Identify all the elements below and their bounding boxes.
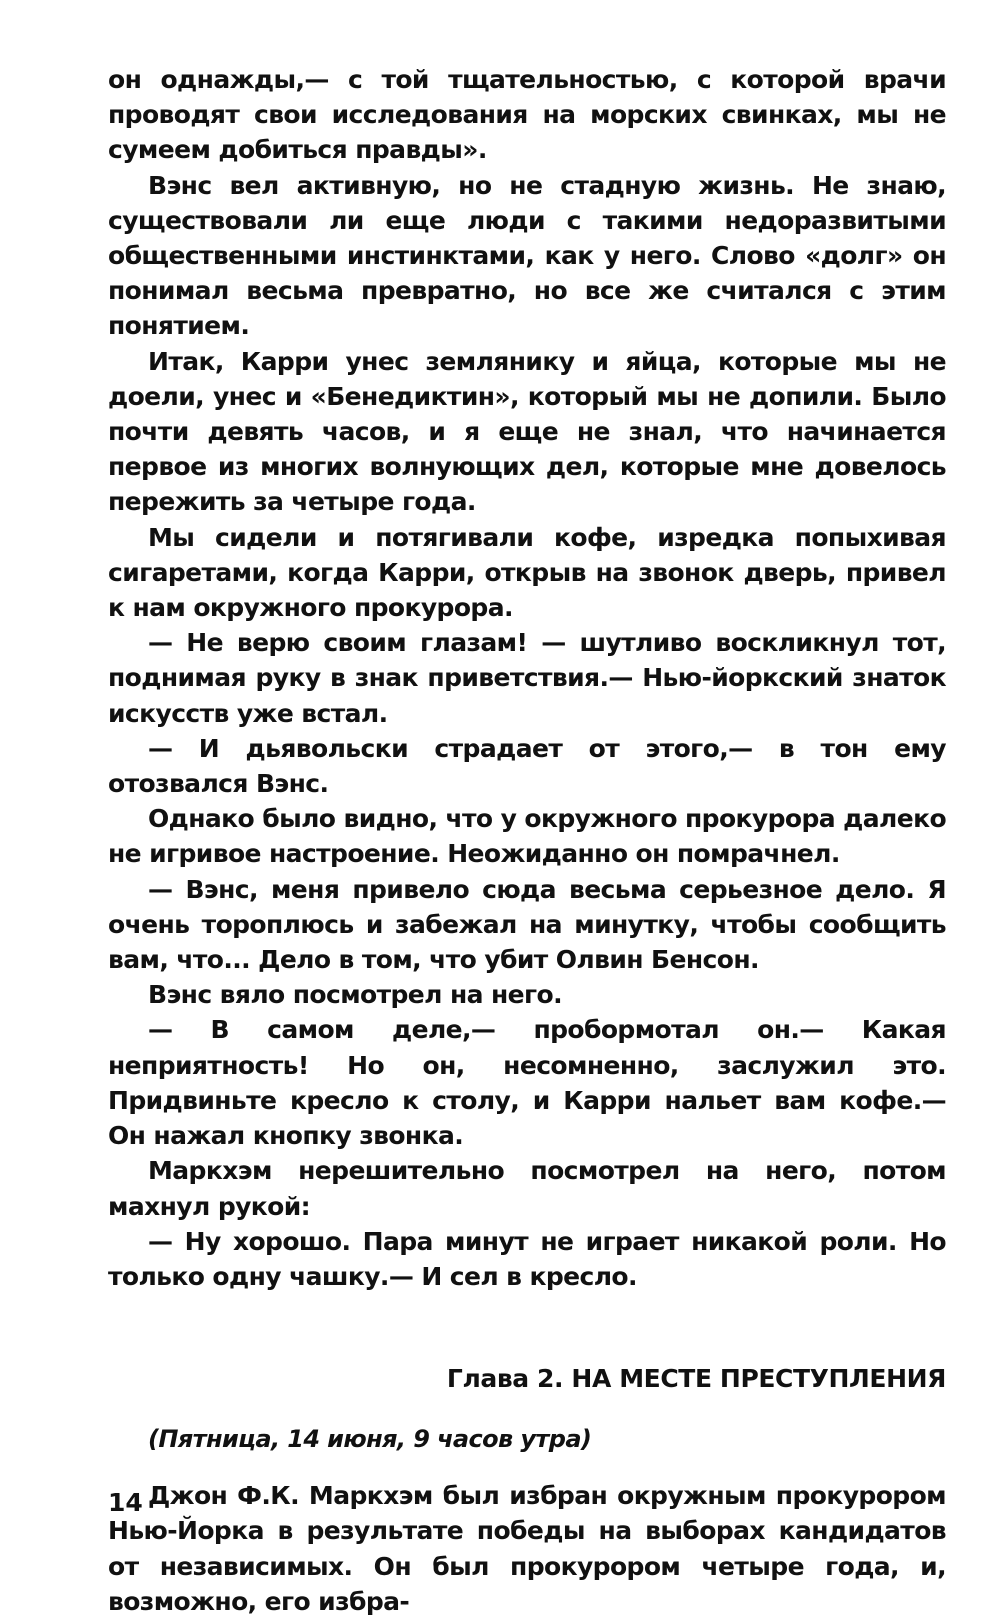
dialogue-paragraph: — Вэнс, меня привело сюда весьма серьезное дело. Я очень тороплюсь и забежал на минутку, чтобы сообщить вам, что... Дело в том, что убит Олвин Бенсон. <box>108 874 946 975</box>
paragraph: Однако было видно, что у окружного прокурора далеко не игривое настроение. Неожиданно он помрачнел. <box>108 804 947 869</box>
page-number: 14 <box>108 1488 143 1517</box>
dialogue-paragraph: — Не верю своим глазам! — шутливо воскликнул тот, поднимая руку в знак приветствия.— Нью-йоркский знаток искусств уже встал. <box>108 628 946 728</box>
page-text <box>108 62 946 1619</box>
paragraph: Вэнс вяло посмотрел на него. <box>148 980 562 1010</box>
paragraph: Маркхэм нерешительно посмотрел на него, потом махнул рукой: <box>108 1156 946 1221</box>
dialogue-paragraph: — И дьявольски страдает от этого,— в тон ему отозвался Вэнс. <box>108 733 946 799</box>
paragraph: Мы сидели и потягивали кофе, изредка попыхивая сигаретами, когда Карри, открыв на звонок дверь, привел к нам окружного прокурора. <box>108 522 946 623</box>
chapter-heading: Глава 2. НА МЕСТЕ ПРЕСТУПЛЕНИЯ <box>446 1364 946 1394</box>
paragraph: Итак, Карри унес землянику и яйца, которые мы не доели, унес и «Бенедиктин», который мы не допили. Было почти девять часов, и я еще не знал, что начинается первое из многих волнующих дел, которые мне довелось пережить за четыре года. <box>108 346 946 517</box>
chapter-first-paragraph: Джон Ф.К. Маркхэм был избран окружным прокурором Нью-Йорка в результате победы на выборах кандидатов от независимых. Он был прокурором четыре года, и, возможно, его избра- <box>108 1481 946 1616</box>
dialogue-paragraph: — В самом деле,— пробормотал он.— Какая неприятность! Но он, несомненно, заслужил это. Придвиньте кресло к столу, и Карри нальет вам кофе.— Он нажал кнопку звонка. <box>108 1015 946 1151</box>
chapter-date: (Пятница, 14 июня, 9 часов утра) <box>148 1425 592 1454</box>
dialogue-paragraph: — Ну хорошо. Пара минут не играет никакой роли. Но только одну чашку.— И сел в кресло. <box>108 1226 946 1291</box>
paragraph-continuation: он однажды,— с той тщательностью, с которой врачи проводят свои исследования на морских свинках, мы не сумеем добиться правды». <box>108 65 946 165</box>
paragraph: Вэнс вел активную, но не стадную жизнь. Не знаю, существовали ли еще люди с такими недоразвитыми общественными инстинктами, как у него. Слово «долг» он понимал весьма превратно, но все же считался с этим понятием. <box>108 170 946 341</box>
